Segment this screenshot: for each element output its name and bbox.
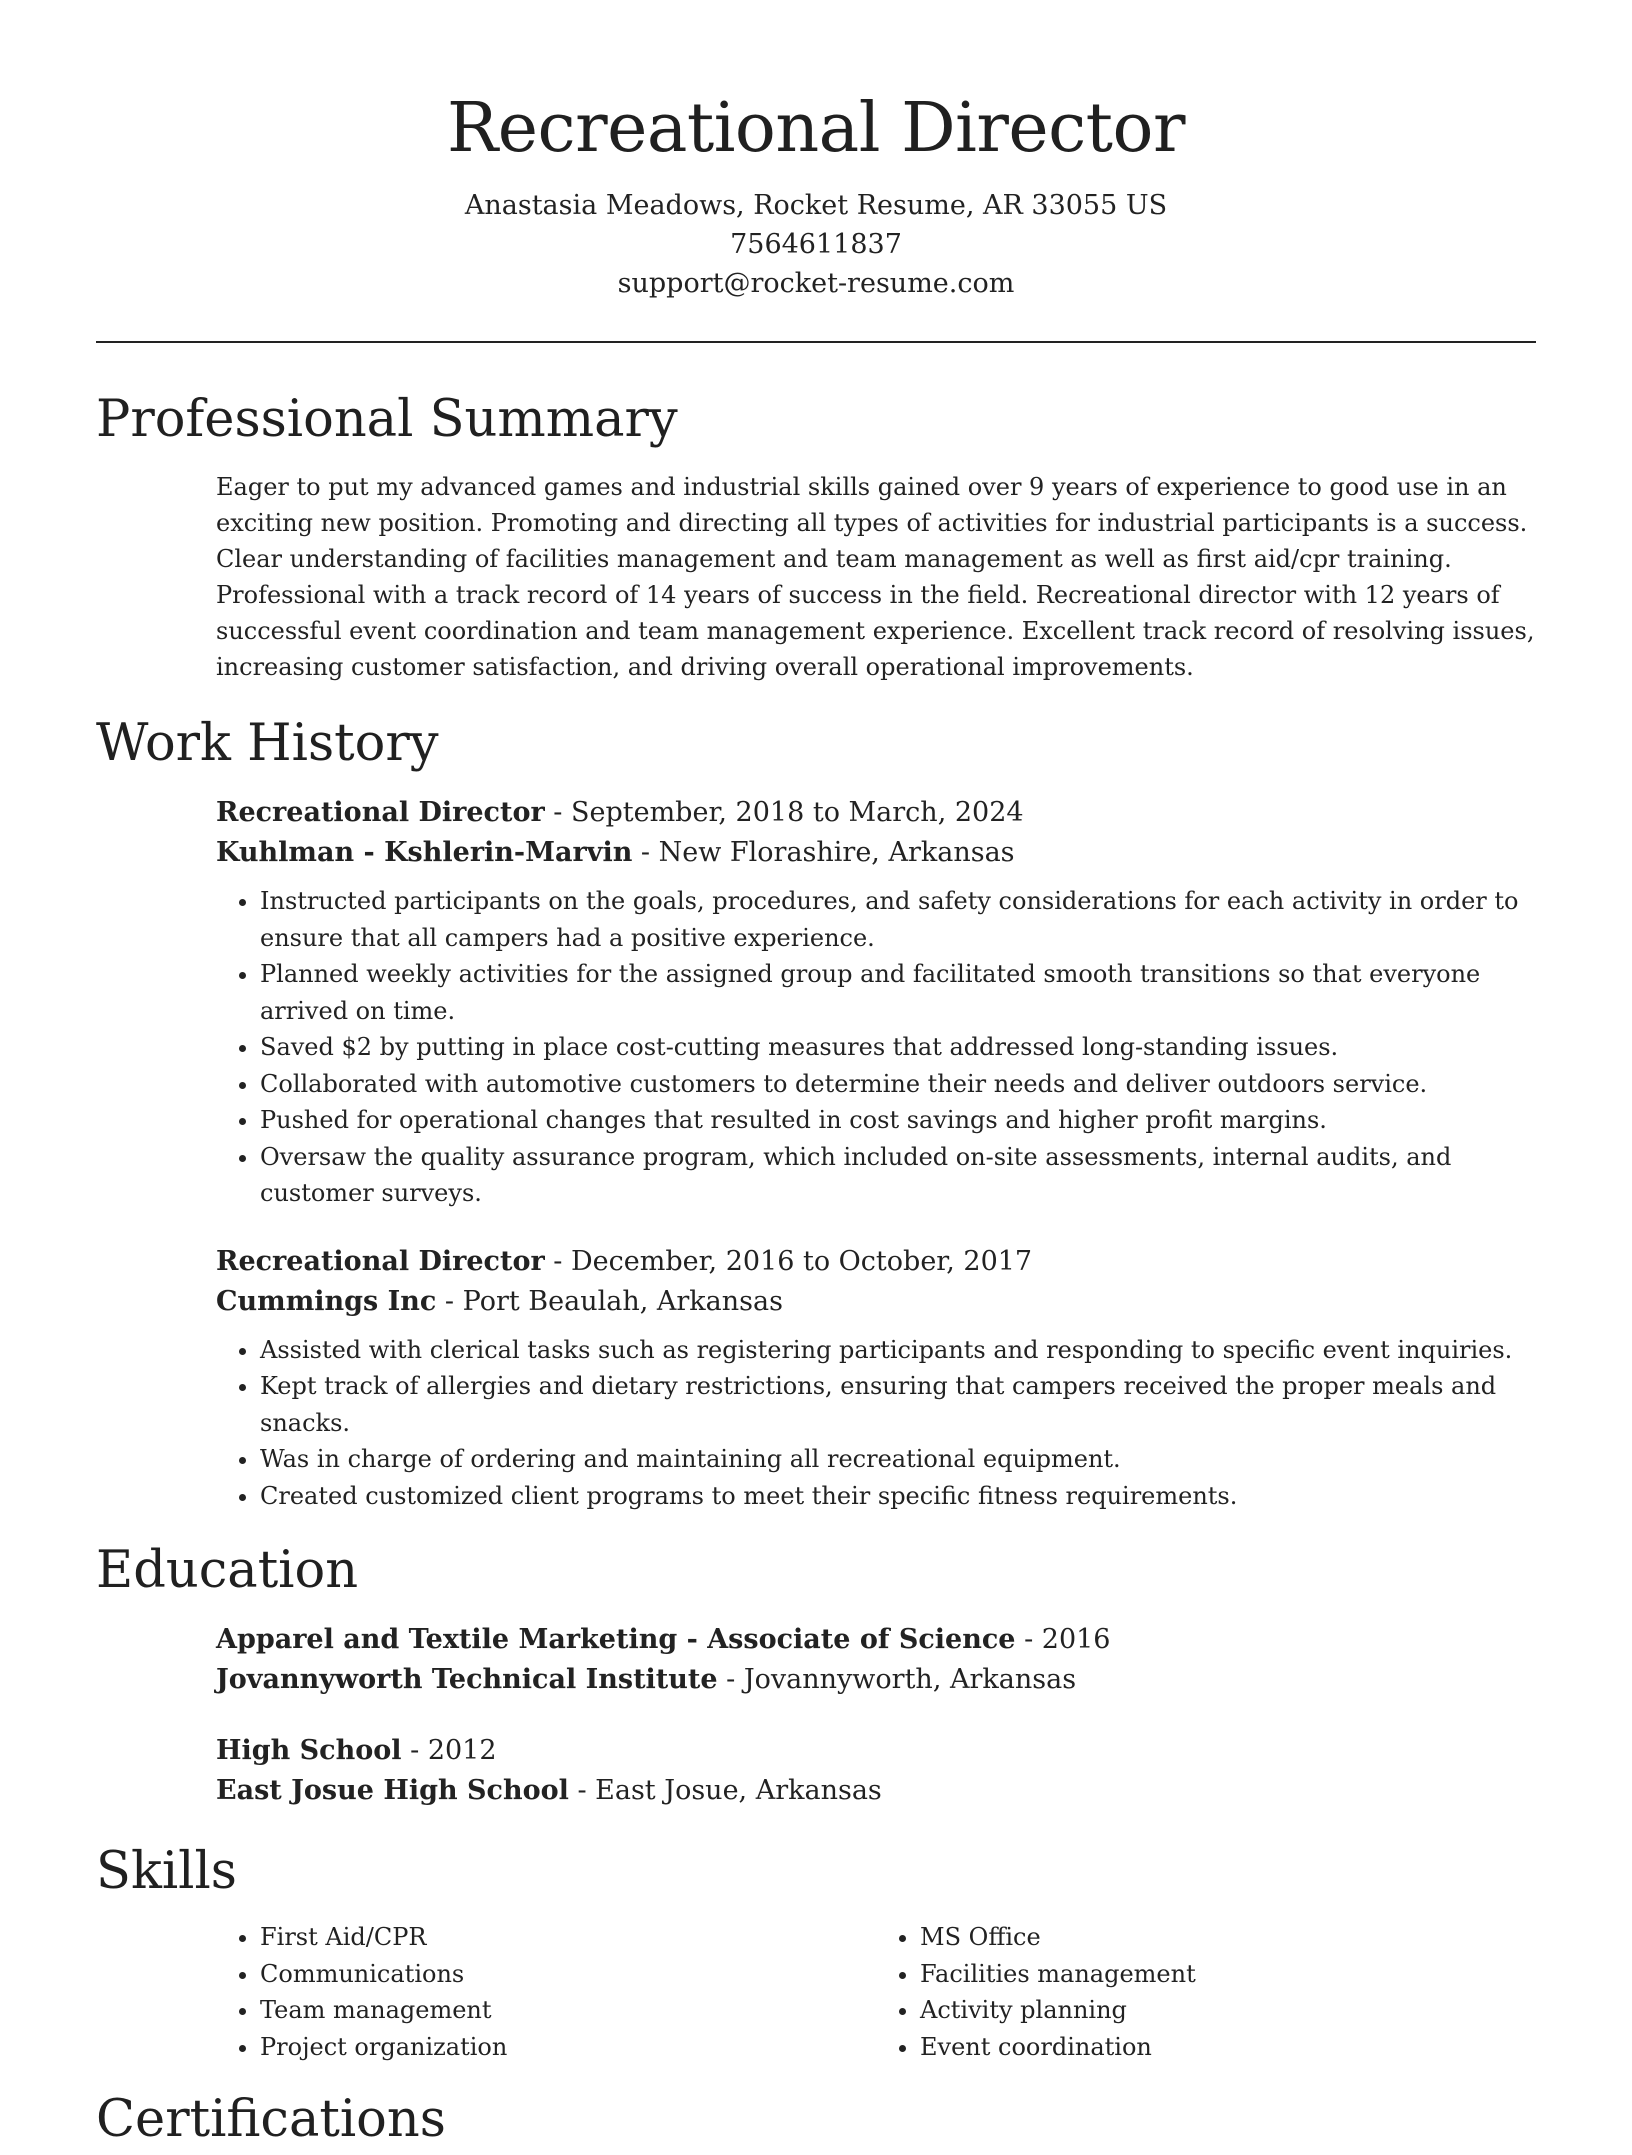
- education-degree: Apparel and Textile Marketing - Associate of Science: [216, 1624, 1016, 1655]
- list-item: • Assisted with clerical tasks such as registering participants and responding to specific event inquiries.: [260, 1332, 1536, 1369]
- contact-block: [96, 186, 1536, 303]
- education-degree: High School: [216, 1735, 402, 1766]
- skill-item: • Team management: [260, 1992, 876, 2029]
- skill-item: • Event coordination: [920, 2029, 1536, 2066]
- education-school: Jovannyworth Technical Institute: [216, 1664, 718, 1695]
- resume-page: [96, 0, 1536, 2155]
- list-item: • Was in charge of ordering and maintaining all recreational equipment.: [260, 1441, 1536, 1478]
- contact-address: Anastasia Meadows, Rocket Resume, AR 33055 US: [464, 190, 1168, 221]
- skill-item: • Facilities management: [920, 1956, 1536, 1993]
- education-entry: [216, 1731, 1536, 1811]
- job-company: Cummings Inc: [216, 1285, 437, 1317]
- skills-section: [96, 1837, 1536, 2065]
- job-title-line: [216, 793, 1536, 833]
- list-item: • Pushed for operational changes that resulted in cost savings and higher profit margins.: [260, 1102, 1536, 1139]
- list-item: • Planned weekly activities for the assigned group and facilitated smooth transitions so that everyone arrived on time.: [260, 956, 1536, 1029]
- education-degree-line: [216, 1731, 1536, 1771]
- job-company-line: [216, 1282, 1536, 1322]
- certifications-section: [96, 2085, 1536, 2155]
- job-title: Recreational Director: [216, 797, 545, 828]
- education-location: - Jovannyworth, Arkansas: [717, 1664, 1077, 1695]
- list-item: • Saved $2 by putting in place cost-cutting measures that addressed long-standing issues.: [260, 1029, 1536, 1066]
- education-school-line: [216, 1660, 1536, 1700]
- skills-list-right: [876, 1919, 1536, 2065]
- list-item: • Instructed participants on the goals, procedures, and safety considerations for each activity in order to ensure that all campers had a positive experience.: [260, 883, 1536, 956]
- section-heading-education: Education: [96, 1541, 359, 1600]
- education-entry: [216, 1620, 1536, 1700]
- list-item: • Kept track of allergies and dietary restrictions, ensuring that campers received the proper meals and snacks.: [260, 1368, 1536, 1441]
- education-school: East Josue High School: [216, 1775, 569, 1806]
- section-heading-certifications: Certifications: [96, 2090, 446, 2149]
- job-entry: [216, 1242, 1536, 1515]
- job-dates: - September, 2018 to March, 2024: [544, 797, 1024, 828]
- education-degree-line: [216, 1620, 1536, 1660]
- skills-columns: [216, 1919, 1536, 2065]
- job-entry: [216, 793, 1536, 1212]
- section-heading-summary: Professional Summary: [96, 390, 678, 449]
- skill-item: • Activity planning: [920, 1992, 1536, 2029]
- summary-text: Eager to put my advanced games and industrial skills gained over 9 years of experience to good use in an exciting new position. Promoting and directing all types of activities for industrial participants is a success. Clear understanding of facilities management and team management as well as first aid/cpr training. Professional with a track record of 14 years of success in the field. Recreational director with 12 years of successful event coordination and team management experience. Excellent track record of resolving issues, increasing customer satisfaction, and driving overall operational improvements.: [216, 473, 1535, 681]
- education-year: - 2016: [1015, 1624, 1111, 1655]
- list-item: • Collaborated with automotive customers to determine their needs and deliver outdoors service.: [260, 1066, 1536, 1103]
- education-section: [96, 1536, 1536, 1811]
- job-bullet-list: [216, 1332, 1536, 1515]
- section-heading-work: Work History: [96, 714, 439, 773]
- job-location: - New Florashire, Arkansas: [632, 837, 1015, 868]
- contact-phone: 7564611837: [730, 229, 902, 260]
- work-history-section: [96, 709, 1536, 1514]
- skills-list-left: [216, 1919, 876, 2065]
- job-location: - Port Beaulah, Arkansas: [436, 1285, 783, 1317]
- job-title-line: [216, 1242, 1536, 1282]
- skill-item: • Communications: [260, 1956, 876, 1993]
- job-company: Kuhlman - Kshlerin-Marvin: [216, 837, 633, 868]
- education-school-line: [216, 1771, 1536, 1811]
- job-bullet-list: [216, 883, 1536, 1212]
- list-item: • Oversaw the quality assurance program, which included on-site assessments, internal audits, and customer surveys.: [260, 1139, 1536, 1212]
- professional-summary-section: [96, 385, 1536, 685]
- education-location: - East Josue, Arkansas: [568, 1775, 882, 1806]
- education-year: - 2012: [401, 1735, 497, 1766]
- job-dates: - December, 2016 to October, 2017: [544, 1245, 1033, 1277]
- contact-email: support@rocket-resume.com: [617, 268, 1015, 299]
- job-company-line: [216, 833, 1536, 873]
- resume-title: Recreational Director: [447, 89, 1185, 168]
- section-heading-skills: Skills: [96, 1842, 237, 1901]
- header-divider: [96, 341, 1536, 343]
- job-title: Recreational Director: [216, 1245, 545, 1277]
- skill-item: • MS Office: [920, 1919, 1536, 1956]
- list-item: • Created customized client programs to meet their specific fitness requirements.: [260, 1478, 1536, 1515]
- skill-item: • Project organization: [260, 2029, 876, 2066]
- skill-item: • First Aid/CPR: [260, 1919, 876, 1956]
